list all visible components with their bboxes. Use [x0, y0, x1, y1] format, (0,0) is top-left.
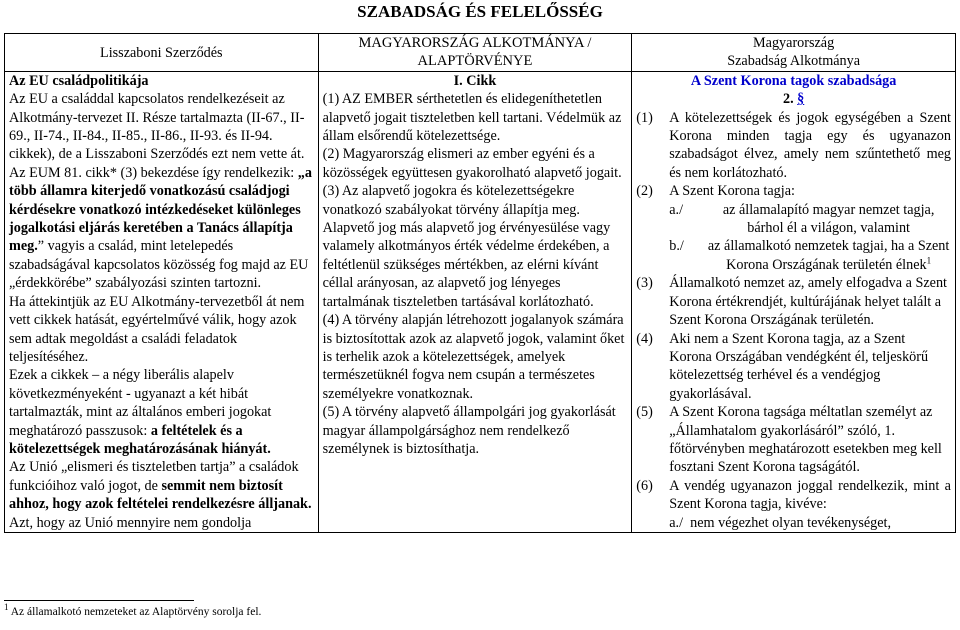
freedom-section-num-text: 2. — [782, 91, 798, 108]
hu-constitution-header — [318, 34, 632, 72]
freedom-item-3 — [636, 274, 951, 329]
hu-paragraph-2: (2) Magyarország elismeri az ember egyéni és a közösségek együttesen gyakorolható alapvető jogait. — [322, 146, 622, 181]
footnote-reference: 1 — [926, 255, 932, 266]
hu-constitution-header-line2: ALAPTÖRVÉNYE — [417, 53, 533, 70]
freedom-subitem-number: a./ — [669, 514, 684, 531]
freedom-item-number: (3) — [636, 275, 653, 292]
hu-paragraph-1: (1) AZ EMBER sérthetetlen és elidegeníthetetlen alapvető jogait tiszteletben kell tartani. Védelmük az állam elsőrendű kötelezettsége. — [322, 91, 622, 145]
section-paragraph-link[interactable]: § — [797, 91, 805, 108]
lisbon-header — [5, 34, 319, 72]
freedom-item-number: (5) — [636, 404, 653, 421]
freedom-header-line2: Szabadság Alkotmánya — [727, 53, 861, 70]
freedom-item-6 — [636, 477, 951, 514]
freedom-item-5 — [636, 403, 951, 477]
comparison-table — [4, 33, 956, 533]
footnote — [4, 602, 262, 618]
hu-article-title: I. Cikk — [453, 72, 497, 89]
freedom-subitem-text-wrap — [706, 237, 951, 274]
lisbon-header-text: Lisszaboni Szerződés — [100, 45, 223, 62]
freedom-subitem-text: az államalapító magyar nemzet tagja, bárhol él a világon, valamint — [722, 201, 935, 237]
freedom-item-text: Államalkotó nemzet az, amely elfogadva a Szent Korona értékrendjét, kultúrájának helyet talált a Szent Korona Országának területén. — [669, 275, 947, 329]
hu-constitution-content — [318, 71, 632, 532]
freedom-subitem-text: az államalkotó nemzetek tagjai, ha a Szent Korona Országának területén élnek — [707, 238, 950, 273]
freedom-item-number: (4) — [636, 330, 653, 347]
hu-paragraph-3: (3) Az alapvető jogokra és kötelezettségekre vonatkozó szabályokat törvény állapítja meg. Alapvető jog más alapvető jog érvényesülése vagy valamely alkotmányos érték védelme érdekében, a feltétlenül szükséges mértékben, az elérni kívánt céllal arányosan, az alapvető jog lényeges tartalmának tiszteletben tartásával korlátozható. — [322, 183, 611, 310]
lisbon-p2-end: ” vagyis a család, mint letelepedés szabadságával kapcsolatos közösség fog majd az EU „érdekkörébe” szabályozási szinten tartozni. — [9, 238, 309, 292]
lisbon-paragraph-3: Ha áttekintjük az EU Alkotmány-tervezetből át nem vett cikkek hatását, egyértelművé válik, hogy azok sem adtak megoldást a családi feladatok teljesítéséhez. — [9, 293, 305, 365]
freedom-header-line1: Magyarország — [753, 35, 835, 51]
freedom-item-number: (1) — [636, 109, 653, 126]
freedom-subitem-number: b./ — [669, 238, 684, 255]
freedom-constitution-content — [632, 71, 956, 532]
lisbon-p2-quote: „a több államra kiterjedő vonatkozású családjogi kérdésekre vonatkozó intézkedéseket különleges jogalkotási eljárás keretében a Tanács állapítja meg. — [9, 164, 312, 255]
lisbon-paragraph-6: Azt, hogy az Unió mennyire nem gondolja — [9, 514, 252, 531]
lisbon-p5-start: Az Unió „elismeri és tiszteletben tartja” a családok funkcióihoz való jogot, de — [9, 459, 299, 494]
freedom-item-4 — [636, 330, 951, 404]
freedom-item-text: A kötelezettségek és jogok egységében a Szent Korona minden tagja egy és ugyanazon szabadságot élvez, amely nem szűntethető meg és nem korlátozható. — [669, 109, 951, 181]
freedom-section-title: A Szent Korona tagok szabadsága — [690, 72, 897, 89]
hu-paragraph-5: (5) A törvény alapvető állampolgári jog gyakorlását magyar állampolgársághoz nem rendelkező személynek is biztosíthatja. — [322, 404, 616, 457]
indent-spacer — [636, 514, 669, 532]
freedom-constitution-header — [632, 34, 956, 72]
freedom-item-text: Aki nem a Szent Korona tagja, az a Szent Korona Országában vendégként él, teljeskörű kötelezettség terhével és a vendégjog gyakorlásával. — [669, 330, 929, 402]
lisbon-paragraph-2 — [9, 164, 314, 293]
footnote-text: Az államalkotó nemzeteket az Alaptörvény sorolja fel. — [8, 606, 262, 618]
freedom-subitem-b — [636, 237, 951, 274]
hu-constitution-header-line1: MAGYARORSZÁG ALKOTMÁNYA / — [358, 35, 592, 51]
freedom-item-2 — [636, 182, 951, 200]
freedom-item-6-sub-a-wrap — [669, 514, 951, 532]
lisbon-paragraph-5 — [9, 458, 314, 513]
freedom-item-1 — [636, 109, 951, 183]
freedom-item-text: A Szent Korona tagja: — [669, 183, 795, 200]
footnote-separator — [4, 600, 194, 601]
lisbon-p5-bold: semmit nem biztosít ahhoz, hogy azok feltételei rendelkezésre álljanak. — [9, 477, 312, 513]
footnote-mark: 1 — [4, 602, 9, 613]
lisbon-paragraph-4 — [9, 366, 314, 458]
hu-paragraph-4: (4) A törvény alapján létrehozott jogalanyok számára is biztosítottak azok az alapvető jogok, valamint őket is terhelik azok a kötelezettségek, amelyek természetüknél fogva nem csupán a természetes személyekre vonatkoznak. — [322, 312, 625, 402]
lisbon-p4-start: Ezek a cikkek – a négy liberális alapelv következményeként - ugyanazt a két hibát tartalmazták, mint az általános emberi jogokat meghatározó passzusok: — [9, 367, 272, 439]
freedom-item-list — [636, 109, 951, 532]
freedom-item-text: A Szent Korona tagsága méltatlan személyt az „Államhatalom gyakorlásáról” szóló, 1. főtörvényben meghatározott esetekben meg kell fosztani Szent Korona tagságától. — [669, 404, 942, 476]
freedom-section-number — [636, 90, 951, 108]
freedom-item-text: A vendég ugyanazon joggal rendelkezik, mint a Szent Korona tagja, kivéve: — [669, 477, 951, 513]
lisbon-paragraph-1: Az EU a családdal kapcsolatos rendelkezéseit az Alkotmány-tervezet II. Része tartalmazta (II-67., II-69., II-74., II-84., II-85., II-86., II-93. és II-94. cikkek), de a Lisszaboni Szerződés ezt nem vette át. — [9, 91, 305, 163]
freedom-subitem-text: nem végezhet olyan tevékenységet, — [690, 514, 892, 531]
freedom-item-number: (6) — [636, 477, 653, 494]
content-row — [5, 71, 956, 532]
freedom-subitem-a — [636, 201, 951, 238]
lisbon-content — [5, 71, 319, 532]
freedom-subitem-number: a./ — [669, 201, 684, 218]
freedom-item-number: (2) — [636, 183, 653, 200]
lisbon-p4-bold: a feltételek és a kötelezettségek meghatározásának hiányát. — [9, 422, 271, 457]
lisbon-p2-start: Az EUM 81. cikk* (3) bekezdése így rendelkezik: — [9, 164, 298, 181]
lisbon-section-title: Az EU családpolitikája — [9, 72, 149, 89]
freedom-item-6-sub-a — [636, 514, 951, 532]
page-title: SZABADSÁG ÉS FELELŐSSÉG — [357, 2, 603, 21]
header-row — [5, 34, 956, 72]
